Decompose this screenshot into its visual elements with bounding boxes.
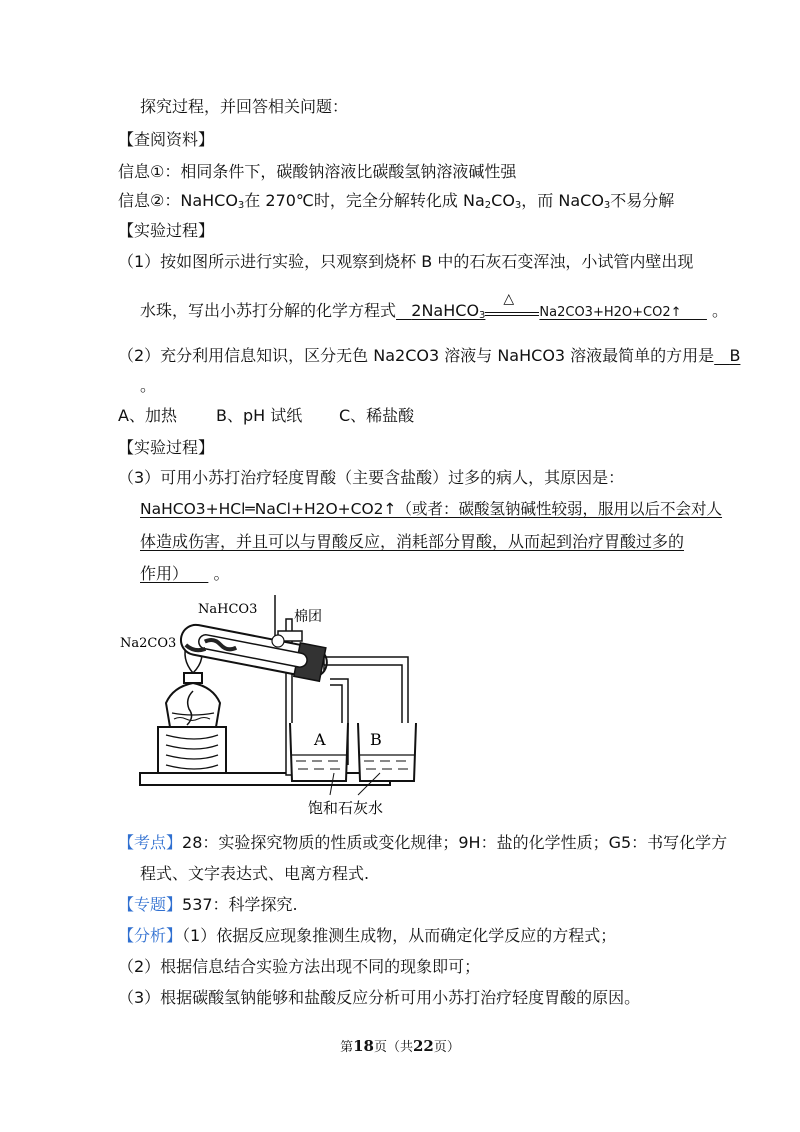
q2-text: （2）充分利用信息知识，区分无色 Na2CO3 溶液与 NaHCO3 溶液最简单的方用是 [118,346,715,365]
zhuanti-line [118,894,298,916]
q2-answer: B [729,346,741,365]
q3-answer-3-line [140,563,229,585]
section-process-heading-2: 【实验过程】 [118,438,215,457]
q1-prefix: 水珠，写出小苏打分解的化学方程式 [140,301,397,320]
kaodian-line [118,832,727,854]
q3-answer-3: 作用） [140,564,189,583]
question-3: （3）可用小苏打治疗轻度胃酸（主要含盐酸）过多的病人，其原因是： [118,468,625,487]
info-2-part-e: 不易分解 [610,191,675,210]
q2-end: 。 [140,376,157,395]
q3-answer-1: NaHCO3+HCl═NaCl+H2O+CO2↑（或者：碳酸氢钠碱性较弱，服用以后不会对人 [140,500,723,518]
option-a: A、加热 [118,406,177,425]
label-saturated-limewater: 饱和石灰水 [308,799,384,817]
triangle-icon: △ [503,290,515,307]
zhuanti-text: 537：科学探究. [182,895,298,914]
question-1-equation-line: 水珠，写出小苏打分解的化学方程式 2NaHCO$_3$ △ Na2CO3+H2O+CO2↑ 。 [140,300,728,327]
intro-line: 探究过程，并回答相关问题： [140,97,349,116]
label-b: B [370,730,382,749]
section-lookup-heading: 【查阅资料】 [118,130,215,149]
info-2: 信息②：NaHCO$_3$在 270℃时，完全分解转化成 $Na_2CO_3$，而 NaCO$_3$不易分解 [118,191,675,211]
footer-suffix: 页） [433,1040,460,1055]
info-2-part-d: ，而 NaCO [521,191,604,210]
fenxi-line-3: （3）根据碳酸氢钠能够和盐酸反应分析可用小苏打治疗轻度胃酸的原因。 [118,988,641,1007]
fenxi-text: （1）依据反应现象推测生成物，从而确定化学反应的方程式； [182,926,617,945]
info-2-part-a: 信息②：NaHCO [118,191,238,210]
heat-sign [485,290,539,316]
info-2-part-c: CO [491,191,515,210]
q1-end: 。 [712,301,729,320]
info-1: 信息①：相同条件下，碳酸钠溶液比碳酸氢钠溶液碱性强 [118,162,517,181]
info-2-part-b: 在 270℃时，完全分解转化成 Na [244,191,485,210]
kaodian-text: 28：实验探究物质的性质或变化规律；9H：盐的化学性质；G5：书写化学方 [182,833,728,852]
fenxi-line-2: （2）根据信息结合实验方法出现不同的现象即可； [118,957,481,976]
option-b: B、pH 试纸 [216,406,303,425]
cotton-wad [272,635,284,647]
q3-end: 。 [213,564,230,583]
stand-base [140,773,390,785]
kaodian-line-2: 程式、文字表达式、电离方程式. [140,864,370,883]
label-a: A [314,730,326,749]
beaker-b [358,723,416,781]
q1-eq-left: 2NaHCO [411,301,480,320]
footer-total-pages: 22 [413,1037,434,1055]
fenxi-line [118,925,616,947]
section-process-heading-1: 【实验过程】 [118,221,215,240]
option-c: C、稀盐酸 [339,406,415,425]
footer-mid: 页（共 [373,1040,413,1055]
question-2 [118,345,740,367]
zhuanti-tag: 【专题】 [118,895,183,914]
label-na2co3: Na2CO3 [120,636,177,651]
q1-eq-right: Na2CO3+H2O+CO2↑ [539,305,682,320]
kaodian-tag: 【考点】 [118,833,183,852]
label-nahco3: NaHCO3 [198,602,258,617]
page-footer [0,1036,800,1055]
apparatus-figure [118,595,418,820]
footer-prefix: 第 [340,1040,354,1055]
fenxi-tag: 【分析】 [118,926,183,945]
label-cotton: 棉团 [294,609,322,625]
footer-page-number: 18 [353,1037,374,1055]
question-1: （1）按如图所示进行实验，只观察到烧杯 B 中的石灰石变浑浊，小试管内壁出现 [118,252,694,271]
q3-answer-2: 体造成伤害，并且可以与胃酸反应，消耗部分胃酸，从而起到治疗胃酸过多的 [140,532,685,551]
